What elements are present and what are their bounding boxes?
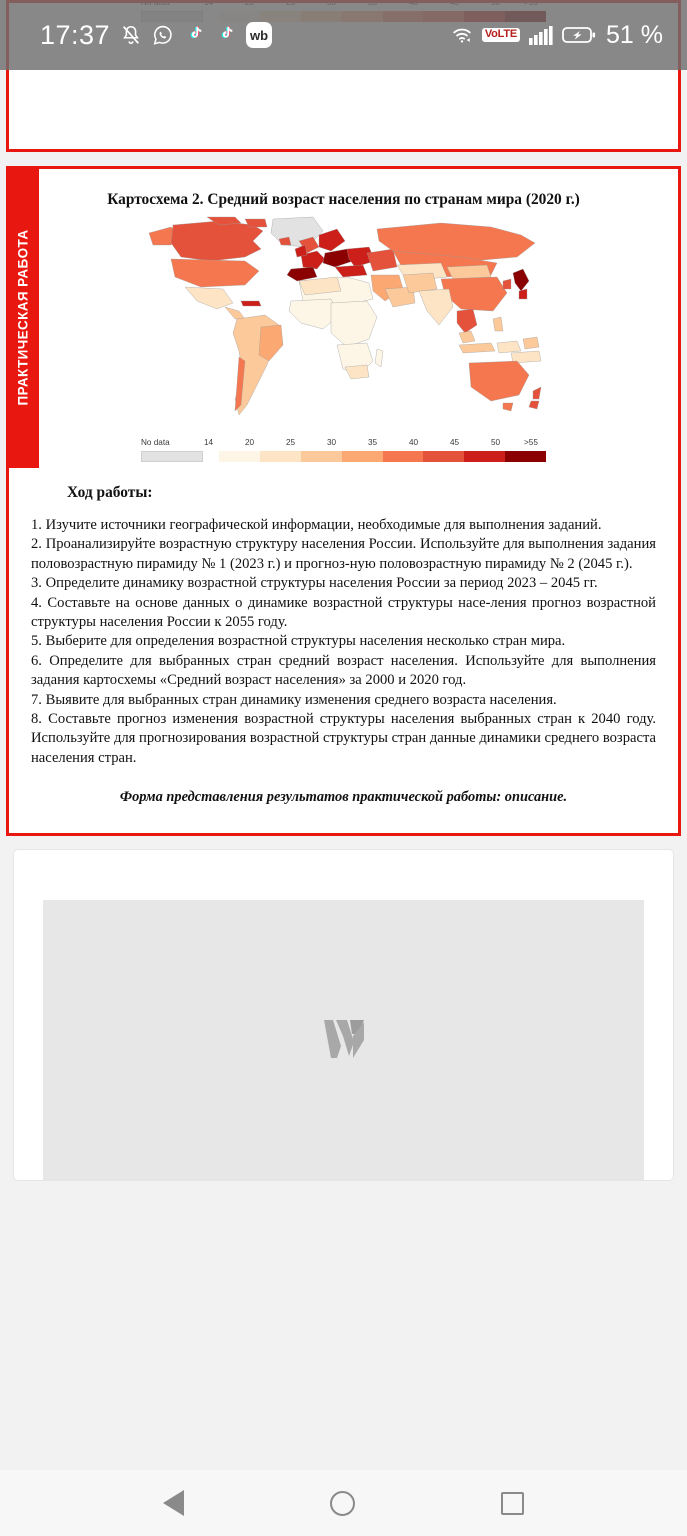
legend-nodata-label: No data: [141, 438, 170, 447]
signal-bars-icon: [528, 24, 554, 46]
status-clock: 17:37: [40, 19, 111, 50]
wifi-icon: [450, 24, 474, 46]
practical-work-tab: [6, 166, 39, 468]
wps-office-logo-icon: [320, 1014, 368, 1066]
world-map-image: [31, 215, 656, 430]
results-form-note: Форма представления результатов практической работы: описание.: [119, 789, 568, 806]
step-item-3: 3. Определите динамику возрастной структуры населения России за период 2023 – 2045 гг.: [31, 575, 598, 592]
step-item-1: 1. Изучите источники географической информации, необходимые для выполнения заданий.: [31, 517, 602, 533]
legend-tick-30: 30: [327, 438, 337, 447]
legend-tick-25: 25: [286, 438, 296, 447]
status-bar: [0, 0, 687, 70]
legend-tick-55: >55: [524, 438, 538, 447]
legend-tick-14: 14: [204, 438, 214, 447]
android-nav-bar: [0, 1470, 687, 1536]
map-legend: [141, 438, 546, 462]
back-icon[interactable]: [163, 1490, 184, 1516]
legend-tick-45: 45: [450, 438, 460, 447]
step-item-5: 5. Выберите для определения возрастной структуры населения несколько стран мира.: [31, 633, 566, 650]
step-item-7: 7. Выявите для выбранных стран динамику изменения среднего возраста населения.: [31, 691, 557, 708]
legend-nodata-swatch: [141, 451, 203, 462]
wildberries-icon: wb: [246, 22, 272, 48]
legend-tick-50: 50: [491, 438, 501, 447]
document-page-cartoscheme-2: [6, 166, 681, 836]
battery-charging-icon: [562, 25, 596, 45]
status-bar-right: [450, 21, 687, 50]
step-item-4: 4. Составьте на основе данных о динамике возрастной структуры насе-ления прогноз возрастной структуры населения России к 2055 году.: [31, 594, 656, 631]
legend-tick-40: 40: [409, 438, 419, 447]
tiktok-icon: [215, 24, 236, 46]
recents-icon[interactable]: [501, 1492, 524, 1515]
steps-heading: Ход работы:: [67, 484, 153, 501]
volte-icon: VoLTE: [482, 28, 520, 42]
legend-tick-20: 20: [245, 438, 255, 447]
legend-labels: [141, 438, 546, 450]
whatsapp-icon: [152, 24, 174, 46]
practical-work-tab-label: ПРАКТИЧЕСКАЯ РАБОТА: [15, 229, 30, 405]
step-item-2: 2. Проанализируйте возрастную структуру населения России. Используйте для выполнения задания половозрастную пирамиду № 1 (2023 г.) и прогноз-ную половозрастную пирамиду № 2 (2045 г.).: [31, 536, 656, 572]
page-loading-placeholder: [43, 900, 644, 1180]
legend-tick-35: 35: [368, 438, 378, 447]
tiktok-icon: [184, 24, 205, 46]
page-title: Картосхема 2. Средний возраст населения по странам мира (2020 г.): [107, 191, 580, 208]
document-page-next: [14, 850, 673, 1180]
legend-gradient: [219, 451, 546, 462]
battery-percentage: 51 %: [606, 20, 663, 49]
home-icon[interactable]: [330, 1491, 355, 1516]
legend-bars: [141, 451, 546, 462]
status-bar-left: [0, 20, 272, 51]
world-map-cartoscheme-2: [141, 215, 546, 430]
mute-bell-icon: [120, 24, 142, 46]
step-item-8: 8. Составьте прогноз изменения возрастной структуры населения выбранных стран к 2040 году. Используйте для прогнозирования возрастной структуры стран данные динамики среднего возраста населения стран.: [31, 711, 656, 766]
step-item-6: 6. Определите для выбранных стран средний возраст населения. Используйте для выполнения задания картосхемы «Средний возраст населения» за 2000 и 2020 год.: [31, 652, 656, 689]
